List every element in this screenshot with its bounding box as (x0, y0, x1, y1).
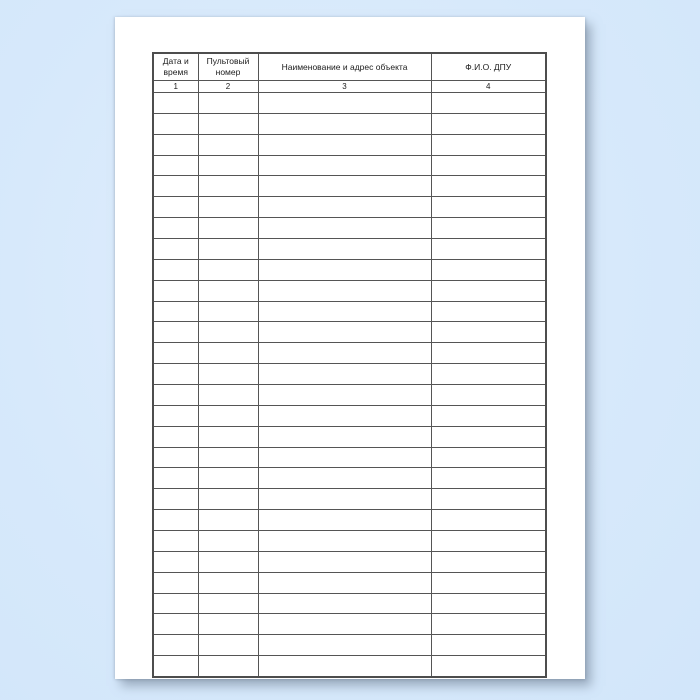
empty-cell (198, 259, 258, 280)
empty-cell (153, 510, 198, 531)
empty-cell (258, 343, 431, 364)
empty-cell (431, 322, 546, 343)
empty-cell (153, 405, 198, 426)
empty-cell (198, 322, 258, 343)
table-row (153, 322, 546, 343)
empty-cell (153, 301, 198, 322)
empty-cell (258, 259, 431, 280)
empty-cell (431, 656, 546, 677)
table-row (153, 218, 546, 239)
empty-cell (198, 301, 258, 322)
empty-cell (431, 239, 546, 260)
table-row (153, 426, 546, 447)
empty-cell (258, 551, 431, 572)
table-row (153, 489, 546, 510)
empty-cell (431, 93, 546, 114)
empty-cell (198, 447, 258, 468)
empty-cell (153, 572, 198, 593)
empty-cell (258, 531, 431, 552)
empty-cell (198, 531, 258, 552)
empty-cell (431, 551, 546, 572)
empty-cell (153, 385, 198, 406)
empty-cell (198, 93, 258, 114)
empty-cell (153, 468, 198, 489)
table-row (153, 572, 546, 593)
empty-cell (153, 593, 198, 614)
empty-cell (198, 176, 258, 197)
empty-cell (258, 176, 431, 197)
column-number: 4 (431, 81, 546, 93)
column-number: 3 (258, 81, 431, 93)
empty-cell (153, 218, 198, 239)
empty-cell (258, 218, 431, 239)
table-row (153, 551, 546, 572)
empty-cell (153, 343, 198, 364)
empty-cell (431, 176, 546, 197)
empty-cell (258, 572, 431, 593)
empty-cell (431, 405, 546, 426)
empty-cell (153, 197, 198, 218)
empty-cell (198, 134, 258, 155)
empty-cell (431, 280, 546, 301)
table-row (153, 93, 546, 114)
empty-cell (431, 593, 546, 614)
table-row (153, 468, 546, 489)
empty-cell (258, 405, 431, 426)
table-row (153, 635, 546, 656)
table-row (153, 259, 546, 280)
empty-cell (153, 551, 198, 572)
empty-cell (431, 468, 546, 489)
empty-cell (258, 656, 431, 677)
empty-cell (431, 614, 546, 635)
empty-cell (198, 197, 258, 218)
empty-cell (431, 635, 546, 656)
empty-cell (431, 489, 546, 510)
empty-cell (431, 155, 546, 176)
empty-cell (198, 489, 258, 510)
dispatch-log-table (152, 52, 547, 678)
table-header-row (153, 53, 546, 81)
empty-cell (198, 113, 258, 134)
empty-cell (153, 614, 198, 635)
table-row (153, 510, 546, 531)
empty-cell (258, 635, 431, 656)
empty-cell (198, 364, 258, 385)
table-row (153, 593, 546, 614)
empty-cell (153, 656, 198, 677)
empty-cell (153, 239, 198, 260)
empty-cell (198, 218, 258, 239)
column-header-object-name-address: Наименование и адрес объекта (258, 53, 431, 81)
empty-cell (198, 155, 258, 176)
empty-cell (431, 510, 546, 531)
empty-cell (153, 280, 198, 301)
empty-cell (153, 531, 198, 552)
empty-cell (431, 531, 546, 552)
column-number: 2 (198, 81, 258, 93)
empty-cell (431, 426, 546, 447)
empty-cell (258, 489, 431, 510)
empty-cell (198, 614, 258, 635)
empty-cell (153, 259, 198, 280)
empty-cell (198, 239, 258, 260)
empty-cell (258, 426, 431, 447)
empty-cell (258, 322, 431, 343)
empty-cell (198, 468, 258, 489)
document-page (115, 17, 585, 679)
empty-cell (431, 301, 546, 322)
empty-cell (258, 239, 431, 260)
empty-cell (198, 510, 258, 531)
empty-cell (258, 614, 431, 635)
empty-cell (431, 134, 546, 155)
empty-cell (431, 113, 546, 134)
empty-cell (153, 489, 198, 510)
empty-cell (258, 593, 431, 614)
empty-cell (198, 635, 258, 656)
empty-cell (153, 155, 198, 176)
empty-cell (198, 405, 258, 426)
table-row (153, 280, 546, 301)
empty-cell (258, 301, 431, 322)
table-row (153, 364, 546, 385)
empty-cell (153, 426, 198, 447)
empty-cell (258, 364, 431, 385)
table-row (153, 113, 546, 134)
empty-cell (431, 447, 546, 468)
empty-cell (258, 280, 431, 301)
empty-cell (258, 93, 431, 114)
empty-cell (153, 93, 198, 114)
empty-cell (258, 197, 431, 218)
empty-cell (198, 593, 258, 614)
empty-cell (153, 113, 198, 134)
table-row (153, 176, 546, 197)
empty-cell (198, 551, 258, 572)
table-row (153, 614, 546, 635)
empty-cell (258, 113, 431, 134)
table-row (153, 155, 546, 176)
table-row (153, 447, 546, 468)
empty-cell (258, 510, 431, 531)
column-header-operator-name: Ф.И.О. ДПУ (431, 53, 546, 81)
empty-cell (198, 656, 258, 677)
empty-cell (431, 197, 546, 218)
empty-cell (198, 426, 258, 447)
table-row (153, 239, 546, 260)
column-number: 1 (153, 81, 198, 93)
column-header-date-time: Дата и время (153, 53, 198, 81)
column-number-row (153, 81, 546, 93)
empty-cell (431, 218, 546, 239)
table-row (153, 531, 546, 552)
empty-cell (431, 385, 546, 406)
table-body (153, 93, 546, 678)
table-row (153, 385, 546, 406)
empty-cell (153, 134, 198, 155)
empty-cell (153, 364, 198, 385)
table-row (153, 301, 546, 322)
empty-cell (431, 364, 546, 385)
empty-cell (198, 280, 258, 301)
table-row (153, 197, 546, 218)
empty-cell (431, 572, 546, 593)
empty-cell (153, 635, 198, 656)
empty-cell (198, 385, 258, 406)
column-header-console-number: Пультовый номер (198, 53, 258, 81)
empty-cell (258, 447, 431, 468)
empty-cell (258, 155, 431, 176)
empty-cell (153, 322, 198, 343)
empty-cell (431, 343, 546, 364)
empty-cell (153, 447, 198, 468)
empty-cell (258, 385, 431, 406)
table-row (153, 656, 546, 677)
table-row (153, 343, 546, 364)
empty-cell (153, 176, 198, 197)
empty-cell (258, 134, 431, 155)
empty-cell (258, 468, 431, 489)
empty-cell (198, 343, 258, 364)
empty-cell (431, 259, 546, 280)
empty-cell (198, 572, 258, 593)
table-row (153, 134, 546, 155)
table-row (153, 405, 546, 426)
